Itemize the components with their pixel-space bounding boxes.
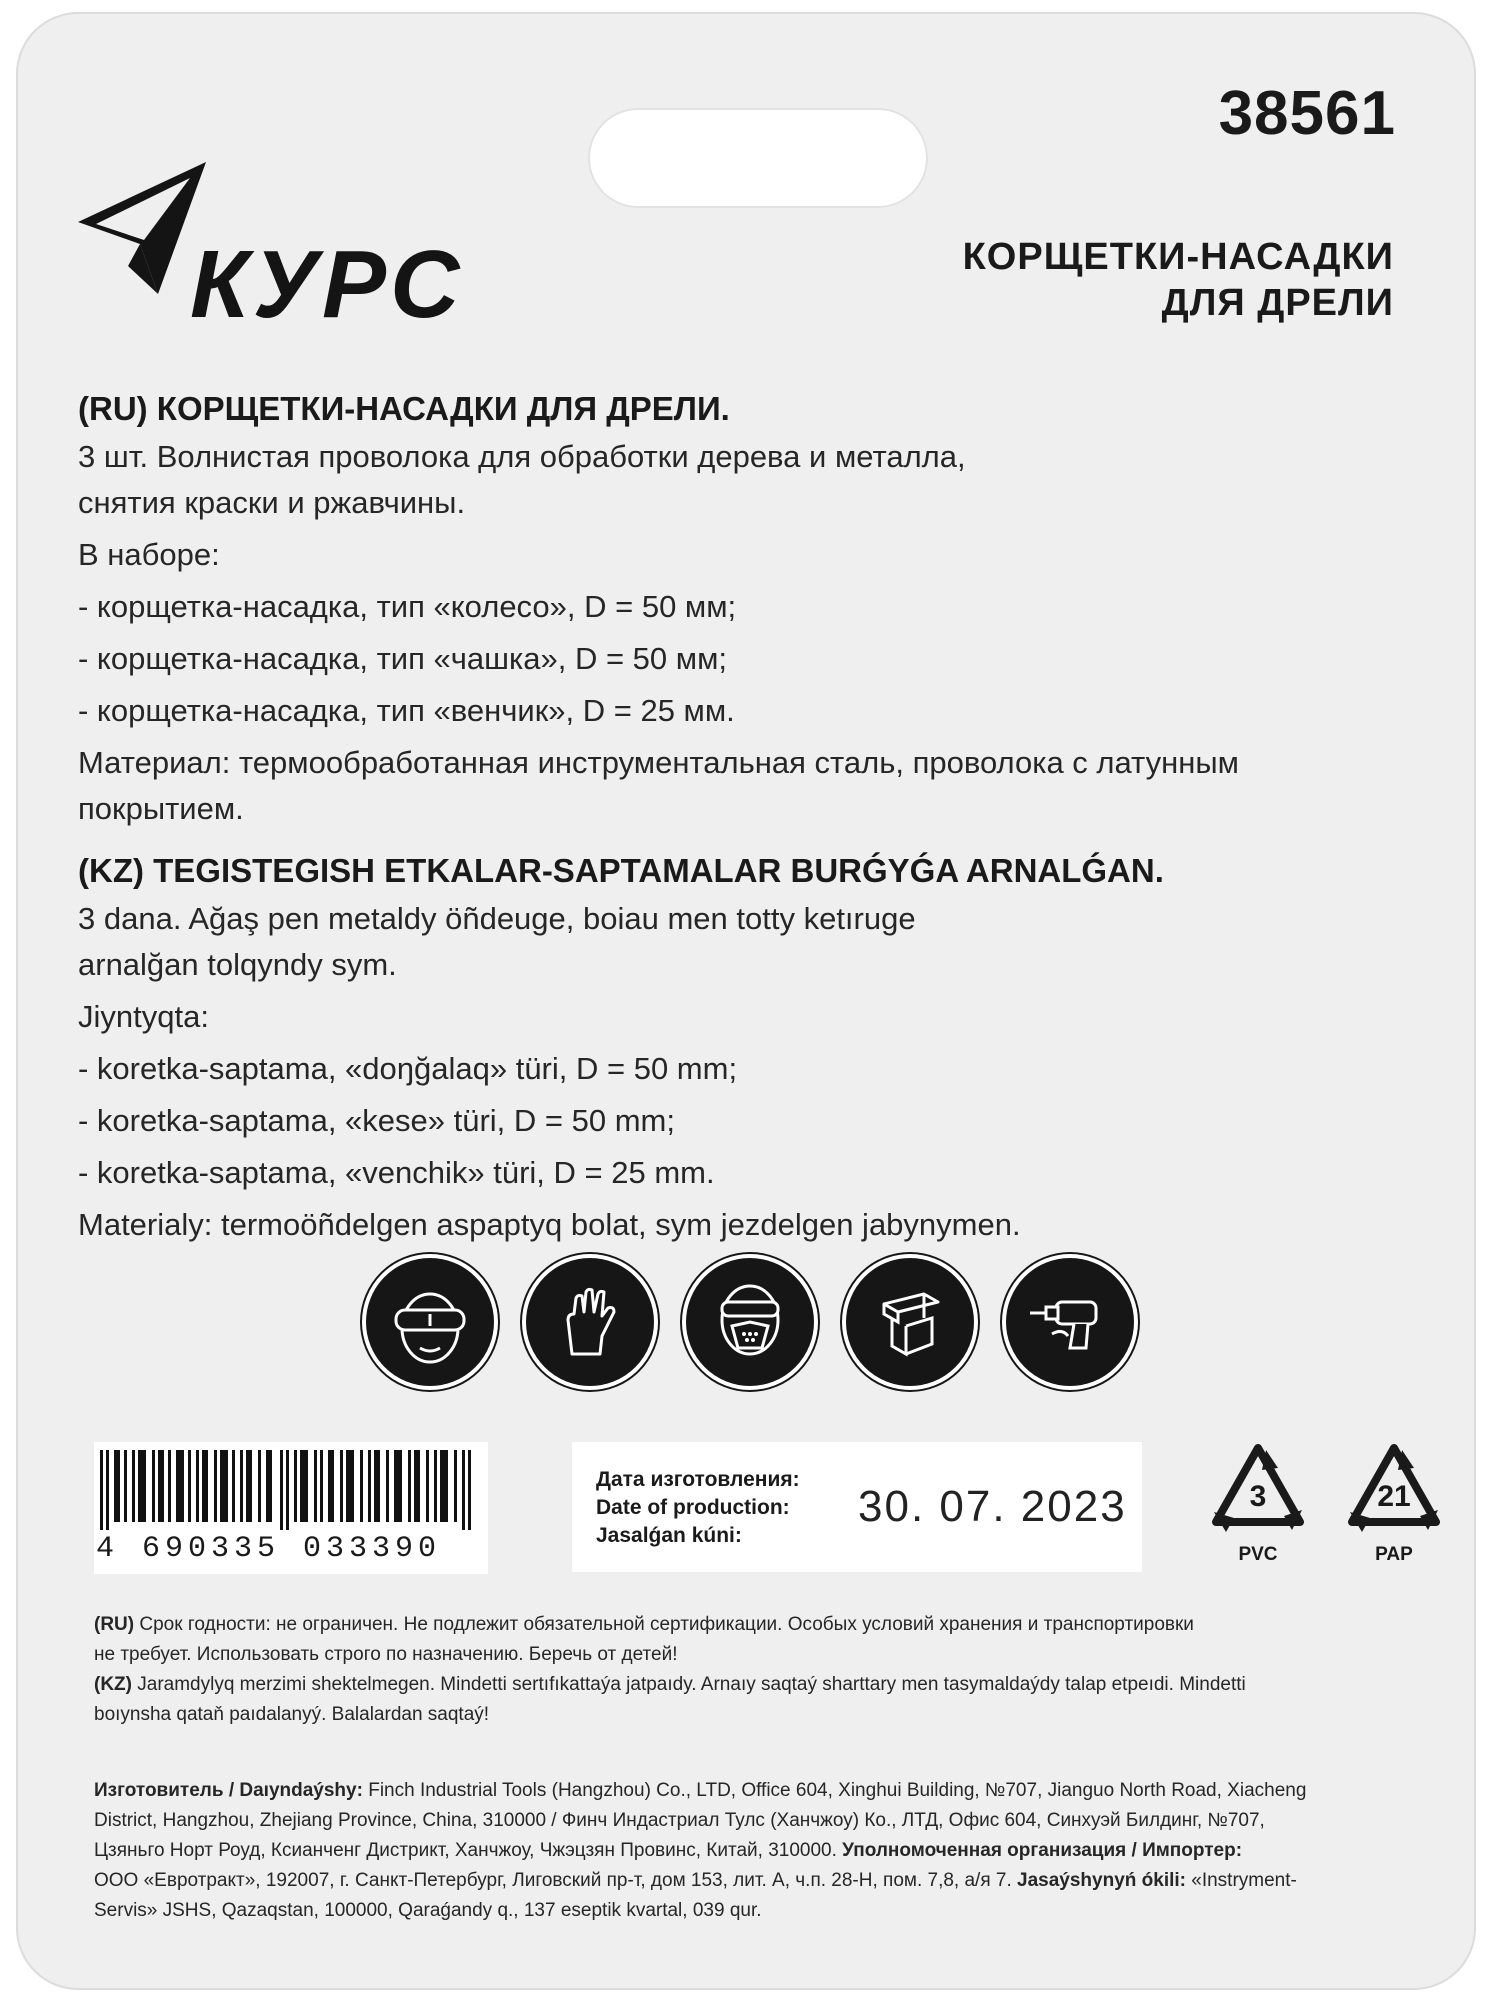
product-title [963,234,1394,326]
notice-kz-tag: (KZ) [94,1674,132,1695]
ru-item-1: - корщетка-насадка, тип «колесо», D = 50 мм; [78,589,737,624]
manufacturer-info [94,1776,1424,1926]
ru-item-2: - корщетка-насадка, тип «чашка», D = 50 мм; [78,641,728,676]
kz-set-label: Jiyntyqta: [78,999,209,1034]
recycle-pap [1342,1440,1446,1572]
manufacturer-line2: District, Hangzhou, Zhejiang Province, China, 310000 / Финч Индастриал Тулс (Ханчжоу) Ко., ЛТД, Офис 604, Синхуэй Билдинг, №707, [94,1810,1265,1831]
kz-title: (KZ) TEGISTEGISH ETKALAR-SAPTAMALAR BURǴYǴA ARNALǴAN. [78,852,1164,889]
respirator-icon [682,1254,818,1390]
manufacturer-text3: Цзяньго Норт Роуд, Ксианченг Дистрикт, Ханчжоу, Чжэцзян Провинс, Китай, 310000. [94,1840,843,1861]
gloves-icon [522,1254,658,1390]
recycle-pvc-label: PVC [1238,1544,1278,1565]
notice-kz-text1: Jaramdylyq merzimi shektelmegen. Mindetti sertıfıkattaýa jatpaıdy. Arnaıy saqtaý sharttary men tasymaldaýdy talap etpeıdi. Mindetti [131,1674,1246,1695]
drill-icon [1002,1254,1138,1390]
ru-desc-line2: снятия краски и ржавчины. [78,485,466,520]
manufacturer-line4 [94,1866,1424,1896]
kz-rep-label: Jasaýshynyń ókili: [1017,1870,1186,1891]
barcode-bars [94,1450,488,1530]
product-title-line2: ДЛЯ ДРЕЛИ [1161,282,1394,324]
product-title-line1: КОРЩЕТКИ-НАСАДКИ [962,236,1394,278]
metal-profile-icon [842,1254,978,1390]
manufacturer-line3 [94,1836,1424,1866]
package-card [16,12,1476,1990]
date-label-ru: Дата изготовления: [596,1468,800,1491]
date-label-en: Date of production: [596,1496,790,1519]
importer-text: ООО «Евротракт», 192007, г. Санкт-Петербург, Лиговский пр-т, дом 153, лит. А, ч.п. 28-Н, пом. 7,8, а/я 7. [94,1870,1018,1891]
ru-material-line1: Материал: термообработанная инструментальная сталь, проволока с латунным [78,745,1239,780]
notice-kz-line1 [94,1670,1424,1700]
kz-desc-line2: arnalğan tolqyndy sym. [78,947,397,982]
recycle-pap-label: PAP [1375,1544,1413,1565]
notice-ru-line1 [94,1610,1424,1640]
barcode [94,1442,488,1574]
ru-material-line2: покрытием. [78,791,244,826]
ru-title: (RU) КОРЩЕТКИ-НАСАДКИ ДЛЯ ДРЕЛИ. [78,390,730,427]
brand-name: КУРС [190,231,464,338]
notice-ru-line2: не требует. Использовать строго по назначению. Беречь от детей! [94,1644,678,1665]
production-date-box [572,1442,1142,1572]
ru-description [78,390,1418,832]
manufacturer-text1: Finch Industrial Tools (Hangzhou) Co., LTD, Office 604, Xinghui Building, №707, Jianguo North Road, Xiacheng [362,1780,1307,1801]
date-label-kz: Jasalǵan kúni: [596,1524,742,1547]
ru-desc-line1: 3 шт. Волнистая проволока для обработки дерева и металла, [78,439,966,474]
manufacturer-line1 [94,1776,1424,1806]
kz-material: Materialy: termoöñdelgen aspaptyq bolat, sym jezdelgen jabynymen. [78,1207,1021,1242]
production-date: 30. 07. 2023 [858,1482,1127,1531]
kz-item-2: - koretka-saptama, «kese» türi, D = 50 mm; [78,1103,675,1138]
kz-desc-line1: 3 dana. Ağaş pen metaldy öñdeuge, boiau men totty ketıruge [78,901,916,936]
recycle-pvc-number: 3 [1249,1480,1267,1513]
brand-logo [78,162,464,338]
ru-set-label: В наборе: [78,537,220,572]
hang-hole [588,108,928,208]
barcode-digits: 4 690335 033390 [96,1532,442,1566]
safety-icons [362,1254,1138,1390]
goggles-icon [362,1254,498,1390]
kz-description [78,852,1418,1248]
recycle-pap-number: 21 [1377,1480,1411,1513]
article-number: 38561 [1218,79,1396,148]
kz-rep-text: «Instryment- [1185,1870,1297,1891]
notice-ru-tag: (RU) [94,1614,135,1635]
storage-notice [94,1610,1424,1730]
recycle-pvc [1206,1440,1310,1572]
production-date-labels [596,1466,800,1550]
manufacturer-label: Изготовитель / Daıyndaýshy: [94,1780,363,1801]
notice-ru-text1: Срок годности: не ограничен. Не подлежит обязательной сертификации. Особых условий хранения и транспортировки [134,1614,1194,1635]
ru-item-3: - корщетка-насадка, тип «венчик», D = 25 мм. [78,693,735,728]
importer-label: Уполномоченная организация / Импортер: [842,1840,1243,1861]
kz-item-1: - koretka-saptama, «doŋğalaq» türi, D = 50 mm; [78,1051,738,1086]
kz-item-3: - koretka-saptama, «venchik» türi, D = 25 mm. [78,1155,715,1190]
manufacturer-line5: Servis» JSHS, Qazaqstan, 100000, Qaraǵandy q., 137 eseptik kvartal, 039 qur. [94,1900,762,1921]
notice-kz-line2: boıynsha qataň paıdalanyý. Balalardan saqtaý! [94,1704,490,1725]
